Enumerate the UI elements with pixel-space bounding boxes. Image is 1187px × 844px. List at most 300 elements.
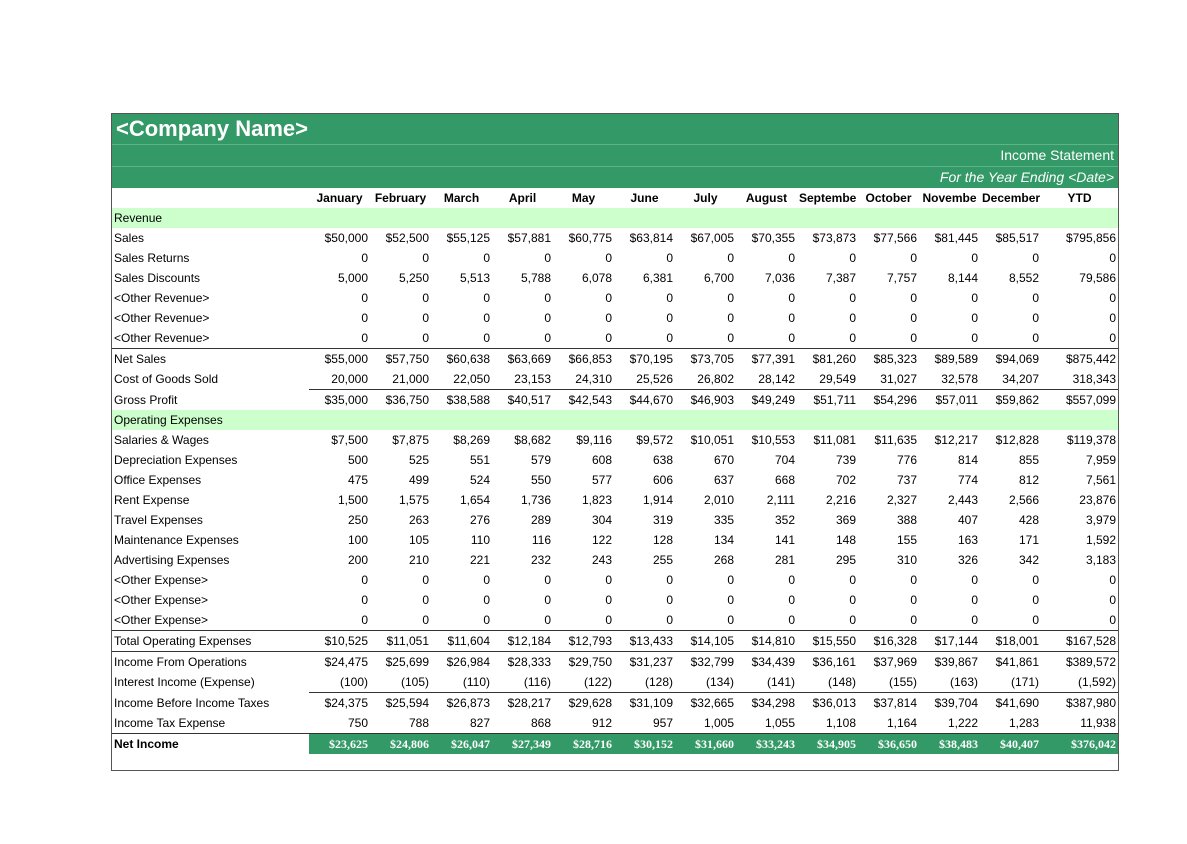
value-cell[interactable]: $59,862 [995, 393, 1039, 407]
value-cell[interactable]: $67,005 [690, 231, 734, 245]
value-cell[interactable]: 11,938 [1041, 713, 1118, 734]
value-cell[interactable]: (141) [736, 672, 797, 693]
value-cell[interactable]: 0 [788, 311, 795, 325]
value-cell[interactable]: $12,217 [934, 433, 978, 447]
row-label[interactable]: <Other Revenue> [114, 311, 210, 325]
value-cell[interactable]: 295 [835, 553, 856, 567]
value-cell[interactable]: 0 [1032, 593, 1039, 607]
value-cell[interactable] [370, 208, 431, 228]
value-cell[interactable] [309, 410, 370, 430]
value-cell[interactable] [919, 410, 980, 430]
value-cell[interactable] [614, 410, 675, 430]
value-cell[interactable]: $31,660 [675, 734, 736, 755]
column-header[interactable]: July [693, 191, 718, 205]
value-cell[interactable]: 128 [652, 533, 673, 547]
value-cell[interactable]: $8,269 [453, 433, 490, 447]
value-cell[interactable]: 0 [971, 573, 978, 587]
value-cell[interactable] [431, 208, 492, 228]
value-cell[interactable]: $29,628 [568, 696, 612, 710]
row-label[interactable]: Travel Expenses [114, 513, 203, 527]
value-cell[interactable]: $26,873 [446, 696, 490, 710]
value-cell[interactable]: 250 [347, 513, 368, 527]
value-cell[interactable]: 2,327 [886, 493, 917, 507]
value-cell[interactable]: 912 [553, 713, 614, 734]
value-cell[interactable]: 25,526 [614, 369, 675, 390]
value-cell[interactable]: 0 [422, 311, 429, 325]
value-cell[interactable]: 289 [530, 513, 551, 527]
value-cell[interactable] [797, 208, 858, 228]
value-cell[interactable]: $13,433 [614, 631, 675, 652]
value-cell[interactable]: (171) [980, 672, 1041, 693]
value-cell[interactable]: 407 [957, 513, 978, 527]
value-cell[interactable]: 0 [666, 573, 673, 587]
value-cell[interactable]: $15,550 [797, 631, 858, 652]
row-label[interactable]: Income Before Income Taxes [114, 695, 270, 710]
value-cell[interactable]: 0 [544, 311, 551, 325]
value-cell[interactable]: $63,669 [492, 349, 553, 370]
value-cell[interactable] [736, 410, 797, 430]
value-cell[interactable]: $70,355 [751, 231, 795, 245]
value-cell[interactable]: $12,184 [492, 631, 553, 652]
value-cell[interactable]: $50,000 [324, 231, 368, 245]
value-cell[interactable]: 827 [431, 713, 492, 734]
value-cell[interactable]: 79,586 [1079, 271, 1116, 285]
row-label[interactable]: Income Tax Expense [114, 716, 226, 730]
value-cell[interactable]: $46,903 [690, 393, 734, 407]
value-cell[interactable]: 0 [605, 251, 612, 265]
value-cell[interactable]: $49,249 [751, 393, 795, 407]
value-cell[interactable]: $60,638 [431, 349, 492, 370]
value-cell[interactable]: 788 [370, 713, 431, 734]
value-cell[interactable]: $32,665 [690, 696, 734, 710]
value-cell[interactable]: 0 [666, 251, 673, 265]
value-cell[interactable]: 148 [835, 533, 856, 547]
value-cell[interactable]: $387,980 [1065, 696, 1116, 710]
value-cell[interactable]: 388 [896, 513, 917, 527]
value-cell[interactable]: 5,000 [337, 271, 368, 285]
value-cell[interactable]: 0 [971, 331, 978, 345]
value-cell[interactable]: $11,604 [431, 631, 492, 652]
value-cell[interactable]: $34,298 [751, 696, 795, 710]
value-cell[interactable]: $36,161 [797, 652, 858, 673]
value-cell[interactable]: 268 [713, 553, 734, 567]
value-cell[interactable]: 319 [652, 513, 673, 527]
value-cell[interactable]: $795,856 [1065, 231, 1116, 245]
value-cell[interactable]: 0 [788, 593, 795, 607]
value-cell[interactable]: $10,525 [309, 631, 370, 652]
value-cell[interactable]: 750 [309, 713, 370, 734]
value-cell[interactable]: 500 [347, 453, 368, 467]
value-cell[interactable]: 0 [910, 593, 917, 607]
value-cell[interactable]: 171 [1018, 533, 1039, 547]
value-cell[interactable]: 1,500 [337, 493, 368, 507]
value-cell[interactable]: 0 [605, 291, 612, 305]
value-cell[interactable]: 0 [544, 251, 551, 265]
value-cell[interactable]: $77,391 [736, 349, 797, 370]
section-label[interactable]: Operating Expenses [112, 410, 309, 430]
value-cell[interactable]: 855 [1018, 453, 1039, 467]
value-cell[interactable]: 2,216 [825, 493, 856, 507]
value-cell[interactable]: 0 [727, 291, 734, 305]
value-cell[interactable]: $34,905 [797, 734, 858, 755]
value-cell[interactable]: $39,867 [919, 652, 980, 673]
value-cell[interactable] [492, 410, 553, 430]
value-cell[interactable]: 1,283 [980, 713, 1041, 734]
value-cell[interactable]: $26,984 [431, 652, 492, 673]
value-cell[interactable]: 20,000 [309, 369, 370, 390]
value-cell[interactable]: 0 [849, 613, 856, 627]
value-cell[interactable]: 0 [1109, 251, 1116, 265]
value-cell[interactable]: 637 [713, 473, 734, 487]
value-cell[interactable]: 0 [544, 593, 551, 607]
value-cell[interactable]: $12,793 [553, 631, 614, 652]
value-cell[interactable]: 0 [422, 593, 429, 607]
value-cell[interactable]: 0 [849, 291, 856, 305]
value-cell[interactable]: 6,078 [581, 271, 612, 285]
value-cell[interactable]: 141 [774, 533, 795, 547]
column-header[interactable]: February [374, 191, 427, 205]
value-cell[interactable]: 0 [666, 291, 673, 305]
value-cell[interactable]: 0 [544, 573, 551, 587]
value-cell[interactable] [431, 410, 492, 430]
value-cell[interactable]: 243 [591, 553, 612, 567]
value-cell[interactable]: 335 [713, 513, 734, 527]
value-cell[interactable]: $24,475 [309, 652, 370, 673]
value-cell[interactable]: $52,500 [385, 231, 429, 245]
value-cell[interactable]: (122) [553, 672, 614, 693]
value-cell[interactable]: $376,042 [1041, 734, 1118, 755]
value-cell[interactable]: 0 [971, 251, 978, 265]
value-cell[interactable]: 702 [835, 473, 856, 487]
value-cell[interactable]: 0 [666, 613, 673, 627]
value-cell[interactable]: 499 [408, 473, 429, 487]
value-cell[interactable]: 0 [971, 593, 978, 607]
value-cell[interactable]: $51,711 [813, 393, 856, 407]
row-label[interactable]: Office Expenses [114, 473, 202, 487]
value-cell[interactable]: $33,243 [736, 734, 797, 755]
value-cell[interactable]: 1,055 [736, 713, 797, 734]
value-cell[interactable] [309, 208, 370, 228]
value-cell[interactable]: 0 [361, 613, 368, 627]
value-cell[interactable]: 0 [849, 573, 856, 587]
value-cell[interactable]: $14,105 [675, 631, 736, 652]
value-cell[interactable]: $36,650 [858, 734, 919, 755]
value-cell[interactable]: $28,716 [553, 734, 614, 755]
value-cell[interactable]: 276 [469, 513, 490, 527]
value-cell[interactable]: 957 [614, 713, 675, 734]
row-label[interactable]: <Other Expense> [114, 593, 209, 607]
value-cell[interactable]: 774 [957, 473, 978, 487]
value-cell[interactable]: 0 [910, 573, 917, 587]
value-cell[interactable] [858, 410, 919, 430]
value-cell[interactable]: 8,552 [1008, 271, 1039, 285]
value-cell[interactable]: $55,125 [446, 231, 490, 245]
value-cell[interactable]: $54,296 [873, 393, 917, 407]
value-cell[interactable]: $8,682 [514, 433, 551, 447]
value-cell[interactable]: 0 [727, 613, 734, 627]
value-cell[interactable]: 551 [469, 453, 490, 467]
value-cell[interactable]: 21,000 [370, 369, 431, 390]
value-cell[interactable]: $24,806 [370, 734, 431, 755]
value-cell[interactable]: 1,654 [459, 493, 490, 507]
value-cell[interactable]: 0 [483, 331, 490, 345]
value-cell[interactable]: 0 [422, 613, 429, 627]
value-cell[interactable] [675, 410, 736, 430]
value-cell[interactable]: 23,876 [1079, 493, 1116, 507]
value-cell[interactable]: 3,183 [1085, 553, 1116, 567]
value-cell[interactable]: $16,328 [858, 631, 919, 652]
value-cell[interactable]: (163) [919, 672, 980, 693]
value-cell[interactable]: 0 [788, 251, 795, 265]
value-cell[interactable]: $94,069 [980, 349, 1041, 370]
column-header[interactable]: January [316, 191, 363, 205]
value-cell[interactable]: $44,670 [629, 393, 673, 407]
value-cell[interactable]: $10,051 [690, 433, 734, 447]
value-cell[interactable]: 0 [849, 593, 856, 607]
value-cell[interactable]: 2,010 [703, 493, 734, 507]
value-cell[interactable]: $85,323 [858, 349, 919, 370]
value-cell[interactable]: $57,881 [507, 231, 551, 245]
row-label[interactable]: Maintenance Expenses [114, 533, 239, 547]
value-cell[interactable]: 281 [774, 553, 795, 567]
value-cell[interactable]: $39,704 [934, 696, 978, 710]
value-cell[interactable]: 0 [849, 251, 856, 265]
value-cell[interactable]: 670 [713, 453, 734, 467]
value-cell[interactable]: 868 [492, 713, 553, 734]
value-cell[interactable]: 23,153 [492, 369, 553, 390]
column-header[interactable]: Novembe [922, 191, 977, 205]
column-header[interactable]: May [571, 191, 596, 205]
value-cell[interactable]: $9,116 [576, 433, 612, 447]
value-cell[interactable]: $38,588 [446, 393, 490, 407]
value-cell[interactable]: $557,099 [1065, 393, 1116, 407]
value-cell[interactable]: $11,051 [370, 631, 431, 652]
value-cell[interactable]: 0 [605, 593, 612, 607]
value-cell[interactable]: 0 [361, 331, 368, 345]
value-cell[interactable]: 0 [605, 613, 612, 627]
row-label[interactable]: Interest Income (Expense) [114, 675, 255, 690]
value-cell[interactable]: 0 [849, 331, 856, 345]
value-cell[interactable]: 0 [910, 331, 917, 345]
value-cell[interactable]: 0 [422, 251, 429, 265]
value-cell[interactable]: 0 [727, 251, 734, 265]
value-cell[interactable] [858, 208, 919, 228]
value-cell[interactable]: 524 [469, 473, 490, 487]
column-header[interactable]: December [982, 191, 1041, 205]
value-cell[interactable]: 0 [910, 251, 917, 265]
value-cell[interactable]: 0 [1032, 291, 1039, 305]
value-cell[interactable]: (148) [797, 672, 858, 693]
value-cell[interactable]: 579 [530, 453, 551, 467]
value-cell[interactable]: 116 [531, 533, 551, 547]
value-cell[interactable]: 0 [605, 311, 612, 325]
value-cell[interactable]: $81,445 [934, 231, 978, 245]
value-cell[interactable]: 737 [896, 473, 917, 487]
value-cell[interactable]: $85,517 [995, 231, 1039, 245]
value-cell[interactable]: 0 [483, 291, 490, 305]
value-cell[interactable]: 0 [910, 311, 917, 325]
row-label[interactable]: Sales Returns [114, 251, 190, 265]
value-cell[interactable]: $70,195 [614, 349, 675, 370]
value-cell[interactable]: 0 [605, 331, 612, 345]
value-cell[interactable]: $14,810 [736, 631, 797, 652]
column-header[interactable]: October [865, 191, 912, 205]
value-cell[interactable]: 31,027 [858, 369, 919, 390]
value-cell[interactable]: 24,310 [553, 369, 614, 390]
value-cell[interactable]: 0 [1109, 311, 1116, 325]
value-cell[interactable]: 2,111 [766, 493, 795, 507]
value-cell[interactable]: $11,081 [813, 433, 856, 447]
value-cell[interactable] [980, 410, 1041, 430]
value-cell[interactable]: 0 [1032, 251, 1039, 265]
row-label[interactable]: Net Income [112, 734, 309, 755]
value-cell[interactable]: 134 [713, 533, 734, 547]
value-cell[interactable]: 110 [470, 533, 490, 547]
value-cell[interactable]: $25,594 [385, 696, 429, 710]
value-cell[interactable]: 304 [591, 513, 612, 527]
value-cell[interactable]: 704 [774, 453, 795, 467]
value-cell[interactable]: 0 [727, 331, 734, 345]
value-cell[interactable]: 1,736 [520, 493, 551, 507]
value-cell[interactable]: $31,109 [629, 696, 673, 710]
value-cell[interactable]: 428 [1018, 513, 1039, 527]
value-cell[interactable]: 550 [530, 473, 551, 487]
value-cell[interactable]: $63,814 [629, 231, 673, 245]
value-cell[interactable]: 5,250 [398, 271, 429, 285]
value-cell[interactable]: 0 [971, 613, 978, 627]
value-cell[interactable]: $34,439 [736, 652, 797, 673]
value-cell[interactable]: 122 [591, 533, 612, 547]
value-cell[interactable]: 0 [361, 311, 368, 325]
value-cell[interactable]: 0 [1032, 573, 1039, 587]
value-cell[interactable]: 28,142 [736, 369, 797, 390]
value-cell[interactable]: $23,625 [309, 734, 370, 755]
value-cell[interactable]: 0 [544, 291, 551, 305]
value-cell[interactable]: $7,875 [392, 433, 429, 447]
value-cell[interactable]: 200 [347, 553, 368, 567]
value-cell[interactable]: $73,705 [675, 349, 736, 370]
value-cell[interactable]: 263 [408, 513, 429, 527]
value-cell[interactable]: $9,572 [636, 433, 673, 447]
value-cell[interactable]: 0 [422, 331, 429, 345]
value-cell[interactable]: $57,011 [935, 393, 978, 407]
value-cell[interactable] [370, 410, 431, 430]
value-cell[interactable]: 369 [835, 513, 856, 527]
value-cell[interactable]: 0 [1109, 593, 1116, 607]
value-cell[interactable] [1041, 208, 1118, 228]
value-cell[interactable]: 255 [652, 553, 673, 567]
value-cell[interactable]: (128) [614, 672, 675, 693]
row-label[interactable]: Advertising Expenses [114, 553, 230, 567]
value-cell[interactable] [614, 208, 675, 228]
value-cell[interactable]: 0 [422, 573, 429, 587]
value-cell[interactable]: 0 [1109, 573, 1116, 587]
value-cell[interactable]: 105 [408, 533, 429, 547]
section-label[interactable]: Revenue [112, 208, 309, 228]
value-cell[interactable]: 0 [361, 291, 368, 305]
value-cell[interactable]: $60,775 [568, 231, 612, 245]
column-header[interactable]: Septembe [799, 191, 857, 205]
value-cell[interactable]: $11,635 [874, 433, 917, 447]
value-cell[interactable]: $37,814 [873, 696, 917, 710]
value-cell[interactable]: $57,750 [370, 349, 431, 370]
row-label[interactable]: <Other Revenue> [114, 291, 210, 305]
value-cell[interactable]: 0 [910, 291, 917, 305]
value-cell[interactable]: 0 [910, 613, 917, 627]
value-cell[interactable]: $36,750 [385, 393, 429, 407]
value-cell[interactable]: 163 [957, 533, 978, 547]
value-cell[interactable]: 0 [483, 573, 490, 587]
value-cell[interactable]: 0 [788, 291, 795, 305]
value-cell[interactable]: (1,592) [1041, 672, 1118, 693]
row-label[interactable]: Net Sales [112, 349, 309, 370]
value-cell[interactable]: 1,108 [797, 713, 858, 734]
value-cell[interactable]: 0 [483, 311, 490, 325]
value-cell[interactable]: $41,861 [980, 652, 1041, 673]
value-cell[interactable] [980, 208, 1041, 228]
value-cell[interactable] [797, 410, 858, 430]
value-cell[interactable]: $40,517 [507, 393, 551, 407]
value-cell[interactable]: (105) [370, 672, 431, 693]
value-cell[interactable]: 0 [1032, 613, 1039, 627]
value-cell[interactable]: 7,561 [1085, 473, 1116, 487]
value-cell[interactable]: $28,333 [492, 652, 553, 673]
value-cell[interactable]: $17,144 [919, 631, 980, 652]
value-cell[interactable]: 0 [666, 593, 673, 607]
row-label[interactable]: Income From Operations [112, 652, 309, 673]
value-cell[interactable]: (155) [858, 672, 919, 693]
value-cell[interactable]: 1,914 [642, 493, 673, 507]
column-header[interactable]: June [630, 191, 659, 205]
value-cell[interactable]: 0 [361, 593, 368, 607]
value-cell[interactable]: 739 [835, 453, 856, 467]
value-cell[interactable]: $89,589 [919, 349, 980, 370]
value-cell[interactable]: 1,823 [581, 493, 612, 507]
value-cell[interactable]: 3,979 [1085, 513, 1116, 527]
value-cell[interactable]: 2,443 [947, 493, 978, 507]
value-cell[interactable]: 22,050 [431, 369, 492, 390]
statement-period[interactable]: For the Year Ending <Date> [112, 166, 1118, 188]
value-cell[interactable]: 6,381 [642, 271, 673, 285]
value-cell[interactable]: $77,566 [873, 231, 917, 245]
value-cell[interactable]: 1,164 [858, 713, 919, 734]
value-cell[interactable]: 577 [591, 473, 612, 487]
row-label[interactable]: Depreciation Expenses [114, 453, 238, 467]
value-cell[interactable] [1041, 410, 1118, 430]
value-cell[interactable]: 0 [727, 311, 734, 325]
column-header[interactable]: August [745, 191, 788, 205]
value-cell[interactable] [553, 410, 614, 430]
value-cell[interactable]: 0 [544, 613, 551, 627]
row-label[interactable]: Rent Expense [114, 493, 190, 507]
row-label[interactable]: Total Operating Expenses [112, 631, 309, 652]
value-cell[interactable]: 32,578 [919, 369, 980, 390]
value-cell[interactable]: 221 [469, 553, 490, 567]
value-cell[interactable]: 0 [422, 291, 429, 305]
value-cell[interactable]: $40,407 [980, 734, 1041, 755]
value-cell[interactable]: 0 [666, 311, 673, 325]
value-cell[interactable]: 0 [1109, 613, 1116, 627]
value-cell[interactable]: 525 [408, 453, 429, 467]
value-cell[interactable] [675, 208, 736, 228]
value-cell[interactable]: 7,757 [886, 271, 917, 285]
value-cell[interactable]: 0 [727, 573, 734, 587]
value-cell[interactable]: 0 [544, 331, 551, 345]
value-cell[interactable]: 232 [530, 553, 551, 567]
value-cell[interactable]: $42,543 [568, 393, 612, 407]
value-cell[interactable]: $28,217 [507, 696, 551, 710]
value-cell[interactable]: $37,969 [858, 652, 919, 673]
